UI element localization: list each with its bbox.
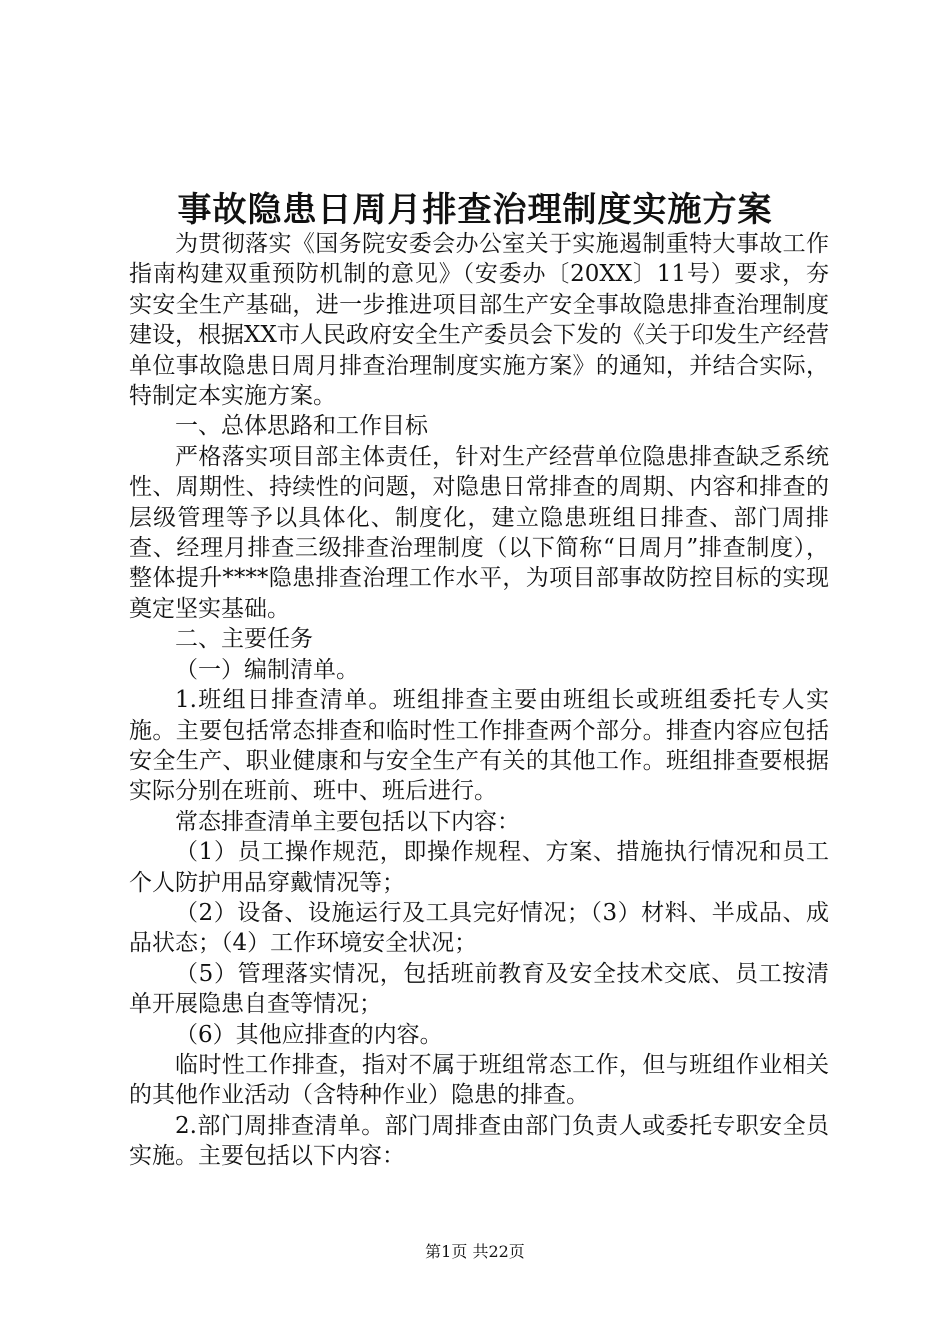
paragraph-intro: 为贯彻落实《国务院安委会办公室关于实施遏制重特大事故工作指南构建双重预防机制的意见》（安委办〔20XX〕11号）要求，夯实安全生产基础，进一步推进项目部生产安全事故隐患排查治理制度建设，根据XX市人民政府安全生产委员会下发的《关于印发生产经营单位事故隐患日周月排查治理制度实施方案》的通知，并结合实际，特制定本实施方案。 <box>129 231 829 410</box>
list-item-2-4: （2）设备、设施运行及工具完好情况；（3）材料、半成品、成品状态；（4）工作环境安全状况； <box>129 899 829 957</box>
subsection-heading-1: （一）编制清单。 <box>175 656 359 683</box>
document-body <box>129 229 829 1172</box>
document-title: 事故隐患日周月排查治理制度实施方案 <box>177 190 773 230</box>
list-item-6: （6）其他应排查的内容。 <box>175 1021 443 1048</box>
list-item-1: （1）员工操作规范，即操作规程、方案、措施执行情况和员工个人防护用品穿戴情况等； <box>129 839 829 896</box>
paragraph-routine-list: 常态排查清单主要包括以下内容： <box>175 808 520 835</box>
page-footer: 第1页 共22页 <box>425 1242 525 1261</box>
section-heading-2: 二、主要任务 <box>175 626 313 653</box>
paragraph-team-daily: 1.班组日排查清单。班组排查主要由班组长或班组委托专人实施。主要包括常态排查和临时性工作排查两个部分。排查内容应包括安全生产、职业健康和与安全生产有关的其他工作。班组排查要根据实际分别在班前、班中、班后进行。 <box>129 687 829 805</box>
section-heading-1: 一、总体思路和工作目标 <box>175 413 428 440</box>
paragraph-department-weekly: 2.部门周排查清单。部门周排查由部门负责人或委托专职安全员实施。主要包括以下内容： <box>129 1112 829 1170</box>
paragraph-temporary: 临时性工作排查，指对不属于班组常态工作，但与班组作业相关的其他作业活动（含特种作业）隐患的排查。 <box>129 1051 829 1109</box>
list-item-5: （5）管理落实情况，包括班前教育及安全技术交底、员工按清单开展隐患自查等情况； <box>129 960 829 1018</box>
paragraph-goals: 严格落实项目部主体责任，针对生产经营单位隐患排查缺乏系统性、周期性、持续性的问题，对隐患日常排查的周期、内容和排查的层级管理等予以具体化、制度化，建立隐患班组日排查、部门周排查、经理月排查三级排查治理制度（以下简称“日周月”排查制度），整体提升****隐患排查治理工作水平，为项目部事故防控目标的实现奠定坚实基础。 <box>129 443 829 622</box>
